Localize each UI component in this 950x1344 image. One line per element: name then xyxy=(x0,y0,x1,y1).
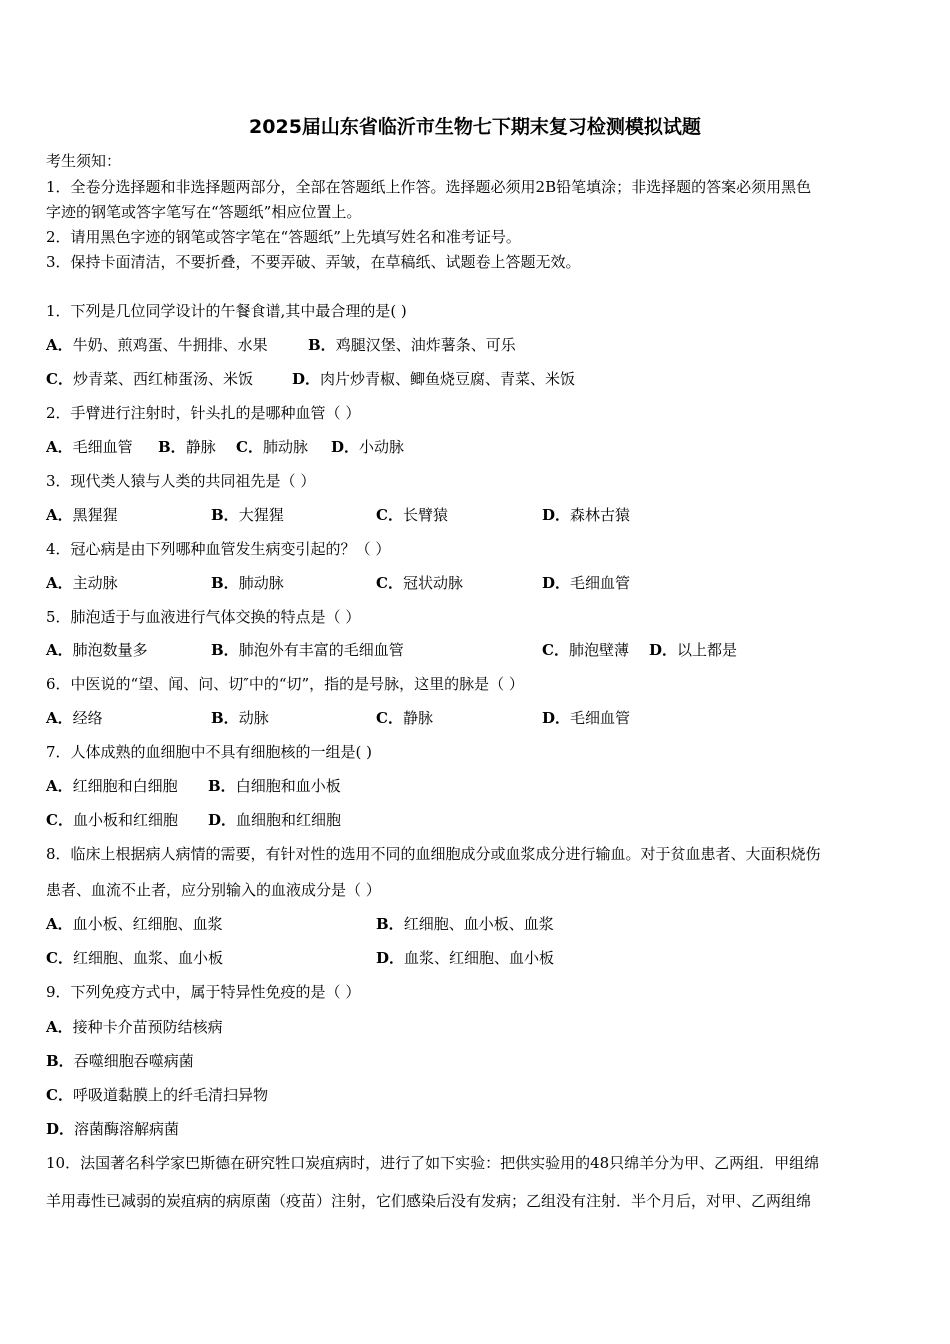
q1-option-c: C．炒青菜、西红柿蛋汤、米饭 xyxy=(46,370,253,388)
q7-option-b: B．白细胞和血小板 xyxy=(208,777,341,795)
notice-item: 1．全卷分选择题和非选择题两部分，全部在答题纸上作答。选择题必须用2B铅笔填涂；非选择题的答案必须用黑色 xyxy=(46,178,812,196)
q5-option-b: B．肺泡外有丰富的毛细血管 xyxy=(211,641,404,659)
q2-option-a: A．毛细血管 xyxy=(46,438,133,456)
q9-option-b: B．吞噬细胞吞噬病菌 xyxy=(46,1052,194,1070)
q6-option-c: C．静脉 xyxy=(376,709,433,727)
q7-option-a: A．红细胞和白细胞 xyxy=(46,777,178,795)
q5-option-d: D．以上都是 xyxy=(649,641,738,659)
question-3-stem: 3．现代类人猿与人类的共同祖先是（ ） xyxy=(46,472,316,490)
q5-option-a: A．肺泡数量多 xyxy=(46,641,148,659)
q1-option-d: D．肉片炒青椒、鲫鱼烧豆腐、青菜、米饭 xyxy=(292,370,576,388)
q6-option-d: D．毛细血管 xyxy=(542,709,631,727)
question-8-stem-cont: 患者、血流不止者，应分别输入的血液成分是（ ） xyxy=(46,881,381,899)
question-1-stem: 1．下列是几位同学设计的午餐食谱,其中最合理的是( ) xyxy=(46,302,407,320)
question-8-stem: 8．临床上根据病人病情的需要，有针对性的选用不同的血细胞成分或血浆成分进行输血。对于贫血患者、大面积烧伤 xyxy=(46,845,821,863)
q8-option-a: A．血小板、红细胞、血浆 xyxy=(46,915,223,933)
q1-option-a: A．牛奶、煎鸡蛋、牛拥排、水果 xyxy=(46,336,268,354)
q9-option-d: D．溶菌酶溶解病菌 xyxy=(46,1120,180,1138)
q4-option-a: A．主动脉 xyxy=(46,574,118,592)
q3-option-a: A．黑猩猩 xyxy=(46,506,118,524)
q3-option-b: B．大猩猩 xyxy=(211,506,284,524)
question-5-stem: 5．肺泡适于与血液进行气体交换的特点是（ ） xyxy=(46,608,361,626)
q3-option-d: D．森林古猿 xyxy=(542,506,631,524)
q2-option-c: C．肺动脉 xyxy=(236,438,308,456)
q4-option-d: D．毛细血管 xyxy=(542,574,631,592)
q5-option-c: C．肺泡壁薄 xyxy=(542,641,629,659)
question-10-stem: 10．法国著名科学家巴斯德在研究牲口炭疽病时，进行了如下实验：把供实验用的48只绵羊分为甲、乙两组．甲组绵 xyxy=(46,1154,820,1172)
notice-item: 3．保持卡面清洁，不要折叠，不要弄破、弄皱，在草稿纸、试题卷上答题无效。 xyxy=(46,253,581,271)
question-7-stem: 7．人体成熟的血细胞中不具有细胞核的一组是( ) xyxy=(46,743,373,761)
q8-option-c: C．红细胞、血浆、血小板 xyxy=(46,949,223,967)
page-title: 2025届山东省临沂市生物七下期末复习检测模拟试题 xyxy=(249,116,701,138)
q4-option-b: B．肺动脉 xyxy=(211,574,284,592)
notice-heading: 考生须知： xyxy=(46,152,122,170)
notice-item: 2．请用黑色字迹的钢笔或答字笔在“答题纸”上先填写姓名和准考证号。 xyxy=(46,228,521,246)
question-2-stem: 2．手臂进行注射时，针头扎的是哪种血管（ ） xyxy=(46,404,361,422)
q9-option-c: C．呼吸道黏膜上的纤毛清扫异物 xyxy=(46,1086,268,1104)
q8-option-d: D．血浆、红细胞、血小板 xyxy=(376,949,555,967)
q8-option-b: B．红细胞、血小板、血浆 xyxy=(376,915,554,933)
notice-item: 字迹的钢笔或答字笔写在“答题纸”相应位置上。 xyxy=(46,203,362,221)
q4-option-c: C．冠状动脉 xyxy=(376,574,463,592)
question-4-stem: 4．冠心病是由下列哪种血管发生病变引起的？（ ） xyxy=(46,540,391,558)
q2-option-d: D．小动脉 xyxy=(331,438,405,456)
q7-option-c: C．血小板和红细胞 xyxy=(46,811,178,829)
q7-option-d: D．血细胞和红细胞 xyxy=(208,811,342,829)
q9-option-a: A．接种卡介苗预防结核病 xyxy=(46,1018,223,1036)
question-10-stem-cont: 羊用毒性已减弱的炭疽病的病原菌（疫苗）注射，它们感染后没有发病；乙组没有注射．半个月后，对甲、乙两组绵 xyxy=(46,1192,812,1210)
q2-option-b: B．静脉 xyxy=(158,438,216,456)
question-6-stem: 6．中医说的“望、闻、问、切″中的“切”，指的是号脉，这里的脉是（ ） xyxy=(46,675,524,693)
q6-option-b: B．动脉 xyxy=(211,709,269,727)
question-9-stem: 9．下列免疫方式中，属于特异性免疫的是（ ） xyxy=(46,983,361,1001)
q3-option-c: C．长臂猿 xyxy=(376,506,448,524)
q6-option-a: A．经络 xyxy=(46,709,103,727)
q1-option-b: B．鸡腿汉堡、油炸薯条、可乐 xyxy=(308,336,516,354)
